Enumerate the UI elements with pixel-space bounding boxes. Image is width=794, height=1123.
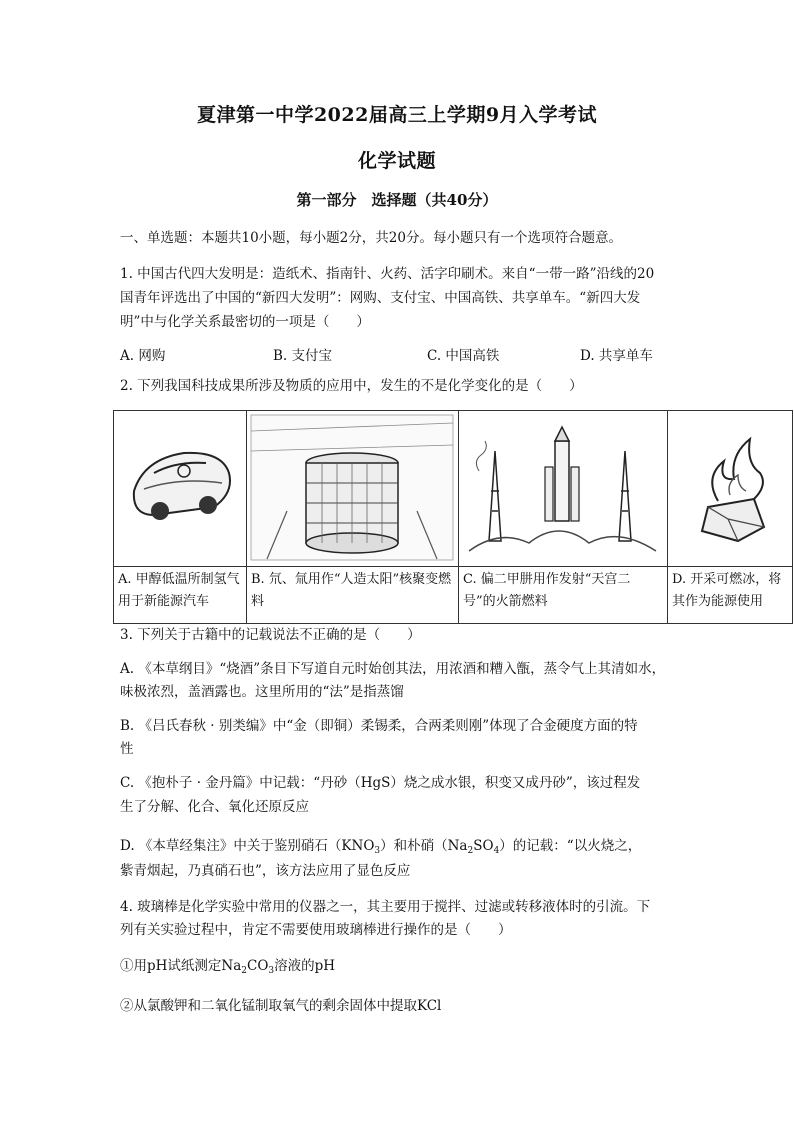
q2-image-b-cell [247,411,459,567]
fusion-reactor-illustration [247,411,457,564]
q1-line-1: 1. 中国古代四大发明是：造纸术、指南针、火药、活字印刷术。来自“一带一路”沿线的20 [120,266,655,282]
instructions: 一、单选题：本题共10小题，每小题2分，共20分。每小题只有一个选项符合题意。 [120,230,622,246]
q1-line-2: 国青年评选出了中国的“新四大发明”：网购、支付宝、中国高铁、共享单车。“新四大发 [120,290,641,306]
q1-option-d: D. 共享单车 [580,348,653,364]
exam-title: 夏津第一中学2022届高三上学期9月入学考试 [196,104,598,126]
q3-option-b-line-1: B. 《吕氏春秋 · 别类编》中“金（即铜）柔锡柔，合两柔则刚”体现了合金硬度方面的特 [120,718,638,734]
section-heading: 第一部分 选择题（共40分） [296,191,498,209]
q3-option-a-line-1: A. 《本草纲目》“烧酒”条目下写道自元时始创其法，用浓酒和糟入甑，蒸令气上其清如水， [120,661,666,677]
q3-d-text-1: D. 《本草经集注》中关于鉴别硝石（KNO [120,838,375,854]
q3-d-sub-2: 2 [467,846,474,856]
q1-option-a: A. 网购 [120,348,166,364]
q1-line-3: 明”中与化学关系最密切的一项是（ ） [120,314,370,330]
q4-item-2: ②从氯酸钾和二氧化锰制取氧气的剩余固体中提取KCl [120,998,442,1014]
q3-d-sub-4: 4 [493,846,500,856]
q4-line-1: 4. 玻璃棒是化学实验中常用的仪器之一，其主要用于搅拌、过滤或转移液体时的引流。下 [120,899,651,915]
subject-title: 化学试题 [357,150,436,172]
q3-d-text-2: ）和朴硝（Na [380,838,468,854]
q1-option-b: B. 支付宝 [273,348,333,364]
q2-caption-a: A. 甲醇低温所制氢气用于新能源汽车 [114,567,247,624]
hydrogen-car-illustration [114,411,245,564]
q4-line-2: 列有关实验过程中，肯定不需要使用玻璃棒进行操作的是（ ） [120,922,512,938]
q3-d-text-4: ）的记载：“以火烧之， [499,838,642,854]
rocket-launch-illustration [459,411,666,564]
q4-item-1-sub-3: 3 [268,966,275,976]
q3-d-text-3: SO [473,838,494,854]
q3-option-d-line-2: 紫青烟起，乃真硝石也”，该方法应用了显色反应 [120,863,411,879]
q3-option-c-line-1: C. 《抱朴子 · 金丹篇》中记载：“丹砂（HgS）烧之成水银，积变又成丹砂”，该过程发 [120,775,641,791]
q4-item-1-text-2: CO [247,958,269,974]
q2-caption-d: D. 开采可燃冰，将其作为能源使用 [668,567,793,624]
q3-option-b-line-2: 性 [120,741,134,757]
q2-image-d-cell [668,411,793,567]
q3-option-c-line-2: 生了分解、化合、氧化还原反应 [120,799,309,815]
q4-item-1-text-1: ①用pH试纸测定Na [120,958,242,974]
q4-item-1 [120,954,680,983]
q3-stem: 3. 下列关于古籍中的记载说法不正确的是（ ） [120,627,421,643]
q2-image-a-cell [114,411,247,567]
q4-item-1-text-3: 溶液的pH [274,958,336,974]
q2-image-table [113,410,793,624]
q2-stem: 2. 下列我国科技成果所涉及物质的应用中，发生的不是化学变化的是（ ） [120,378,583,394]
q2-caption-c: C. 偏二甲肼用作发射“天宫二号”的火箭燃料 [459,567,668,624]
q1-option-c: C. 中国高铁 [427,348,500,364]
q3-option-a-line-2: 味极浓烈，盖酒露也。这里所用的“法”是指蒸馏 [120,684,404,700]
combustible-ice-illustration [668,411,791,564]
q2-image-c-cell [459,411,668,567]
q2-caption-b: B. 氘、氚用作“人造太阳”核聚变燃料 [247,567,459,624]
q3-d-sub-3: 3 [374,846,381,856]
q4-item-1-sub-2: 2 [241,966,248,976]
